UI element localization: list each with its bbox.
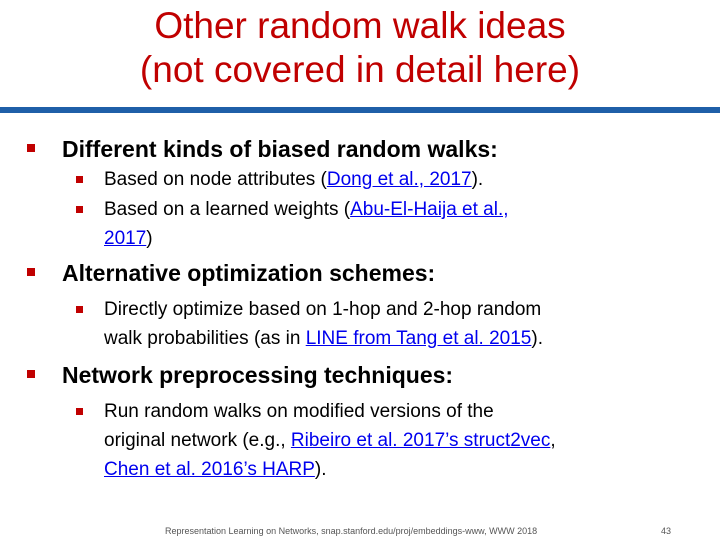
item-text: ). — [531, 328, 543, 349]
link-abu-el-haija-2017-year[interactable]: 2017 — [104, 228, 147, 249]
section-heading-biased-walks: Different kinds of biased random walks: — [62, 136, 498, 162]
item-text: Based on a learned weights ( — [104, 199, 351, 220]
bullet-square-icon — [27, 144, 35, 152]
sub-bullet-square-icon — [76, 206, 83, 213]
item-text: ). — [314, 459, 327, 480]
section-heading-preprocessing: Network preprocessing techniques: — [62, 362, 454, 388]
list-item-learned-weights — [104, 195, 684, 253]
link-dong-2017[interactable]: Dong et al., 2017 — [326, 169, 472, 190]
list-item-modified-networks — [104, 397, 684, 484]
link-ribeiro-struct2vec[interactable]: Ribeiro et al. 2017’s struct2vec — [290, 430, 551, 451]
slide-title-line1: Other random walk ideas — [154, 5, 566, 46]
item-text: original network (e.g., — [104, 430, 291, 451]
item-text: walk probabilities (as in — [104, 328, 306, 349]
section-heading-optimization: Alternative optimization schemes: — [62, 260, 436, 286]
slide-title-line2: (not covered in detail here) — [139, 49, 581, 90]
link-chen-harp[interactable]: Chen et al. 2016’s HARP — [104, 459, 315, 480]
bullet-square-icon — [27, 370, 35, 378]
list-item-direct-optimize — [104, 295, 684, 353]
item-text: Run random walks on modified versions of the — [104, 401, 494, 422]
item-text: ) — [146, 228, 153, 249]
link-line-tang-2015[interactable]: LINE from Tang et al. 2015 — [305, 328, 532, 349]
sub-bullet-square-icon — [76, 408, 83, 415]
slide-title — [0, 4, 720, 92]
slide-footer: Representation Learning on Networks, snap.stanford.edu/proj/embeddings-www, WWW 2018 — [165, 526, 538, 536]
sub-bullet-square-icon — [76, 176, 83, 183]
list-item-node-attributes — [104, 165, 684, 194]
link-abu-el-haija-2017[interactable]: Abu-El-Haija et al., — [350, 199, 509, 220]
item-text: Based on node attributes ( — [104, 169, 327, 190]
item-text: ). — [471, 169, 484, 190]
title-divider — [0, 107, 720, 113]
bullet-square-icon — [27, 268, 35, 276]
item-text: , — [550, 430, 556, 451]
item-text: Directly optimize based on 1-hop and 2-hop random — [104, 299, 542, 320]
page-number: 43 — [661, 526, 672, 536]
sub-bullet-square-icon — [76, 306, 83, 313]
